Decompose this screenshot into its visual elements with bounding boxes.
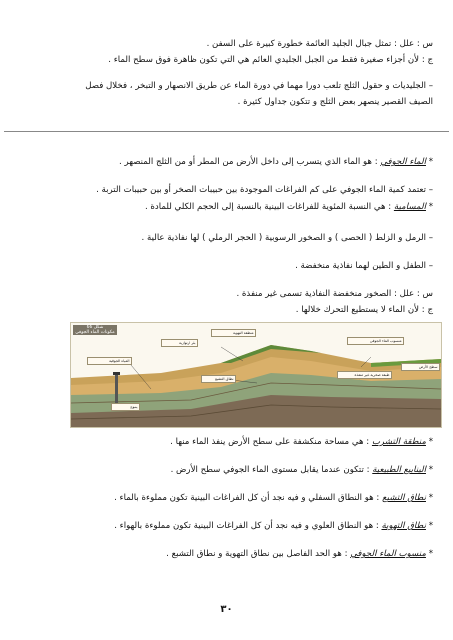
paragraph-glaciers: – الجليديات و حقول الثلج تلعب دورا مهما في دورة الماء عن طريق الانصهار و التبخر ، فخلال فصل: [85, 81, 433, 91]
groundwater-diagram: [70, 322, 442, 428]
diagram-label-spring: ينبوع: [111, 403, 140, 411]
section-divider: [4, 131, 449, 132]
term-water-table: منسوب الماء الجوفي: [350, 549, 426, 559]
question-impermeable: س : علل : الصخور منخفضة النفاذية تسمى غير منفذة .: [236, 289, 433, 299]
term-porosity: المسامية: [393, 202, 426, 212]
diagram-label-impermeable-layer: طبقة صخرية غير منفذة: [337, 371, 392, 379]
def-porosity: * المسامية : هي النسبة المئوية للفراغات البينية بالنسبة إلى الحجم الكلي للمادة .: [144, 202, 433, 212]
diagram-label-groundwater: المياه الجوفية: [87, 357, 132, 365]
diagram-label-water-table: منسوب الماء الجوفي: [347, 337, 404, 345]
question-icebergs: س : علل : تمثل جبال الجليد العائمة خطورة كبيرة على السفن .: [206, 39, 433, 49]
paragraph-groundwater-amount: – تعتمد كمية الماء الجوفي على كم الفراغات الموجودة بين حبيبات الصخر أو بين حبيبات التربة .: [96, 185, 433, 195]
def-recharge-area: * منطقة التشرب : هي مساحة منكشفة على سطح الأرض ينفذ الماء منها .: [170, 437, 433, 447]
def-saturation-zone: * نطاق التشبع : هو النطاق السفلي و فيه نجد أن كل الفراغات البينية تكون مملوءة بالماء .: [114, 493, 433, 503]
def-aeration-zone: * نطاق التهوية : هو النطاق العلوي و فيه نجد أن كل الفراغات البينية تكون مملوءة بالهواء .: [114, 521, 433, 531]
page-number: ٣٠: [220, 604, 233, 615]
term-groundwater: الماء الجوفي: [380, 157, 426, 167]
answer-icebergs: ج : لأن أجزاء صغيرة فقط من الجبل الجليدي العائم هي التي تكون ظاهرة فوق سطح الماء .: [108, 55, 433, 65]
paragraph-low-permeability: – الطفل و الطين لهما نفاذية منخفضة .: [295, 261, 433, 271]
diagram-label-ground-surface: سطح الأرض: [401, 363, 440, 371]
answer-impermeable: ج : لأن الماء لا يستطيع التحرك خلالها .: [295, 305, 433, 315]
def-water-table: * منسوب الماء الجوفي : هو الحد الفاصل بين نطاق التهوية و نطاق التشبع .: [166, 549, 433, 559]
def-natural-springs: * الينابيع الطبيعية : تتكون عندما يقابل مستوى الماء الجوفي سطح الأرض .: [170, 465, 433, 475]
def-groundwater: * الماء الجوفي : هو الماء الذي يتسرب إلى داخل الأرض من المطر أو من الثلج المنصهر .: [119, 157, 433, 167]
diagram-label-artesian-well: بئر ارتوازية: [161, 339, 198, 347]
diagram-title: شكل 66 مكونات الماء الجوفي: [73, 325, 117, 335]
term-natural-springs: الينابيع الطبيعية: [372, 465, 426, 475]
diagram-label-aeration-zone: منطقة التهوية: [211, 329, 256, 337]
diagram-label-saturation-zone: نطاق التشبع: [201, 375, 236, 383]
term-recharge-area: منطقة التشرب: [371, 437, 426, 447]
paragraph-glaciers-cont: الصيف القصير ينصهر بعض الثلج و تتكون جداول كثيرة .: [237, 97, 433, 107]
term-saturation-zone: نطاق التشبع: [382, 493, 426, 503]
paragraph-high-permeability: – الرمل و الزلط ( الحصى ) و الصخور الرسوبية ( الحجر الرملي ) لها نفاذية عالية .: [141, 233, 433, 243]
term-aeration-zone: نطاق التهوية: [381, 521, 426, 531]
